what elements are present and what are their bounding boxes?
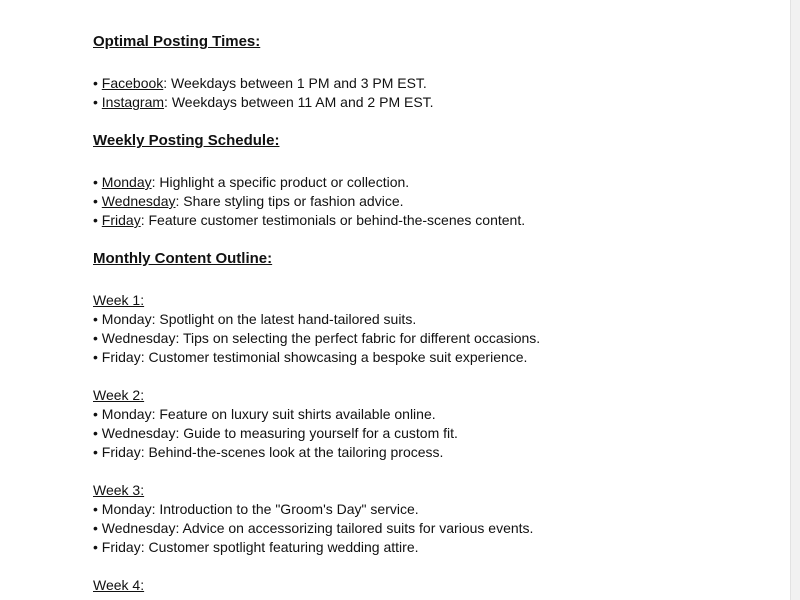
list-item-friday <box>93 211 753 230</box>
list-item-instagram <box>93 93 753 112</box>
week-1-title: Week 1: <box>93 292 145 308</box>
list-item: • Wednesday: Tips on selecting the perfect fabric for different occasions. <box>93 330 541 346</box>
list-item: • Friday: Customer testimonial showcasing a bespoke suit experience. <box>93 349 528 365</box>
facebook-text: : Weekdays between 1 PM and 3 PM EST. <box>163 75 427 91</box>
spacer <box>93 230 753 250</box>
spacer <box>93 557 753 576</box>
list-item: • Monday: Feature on luxury suit shirts available online. <box>93 406 436 422</box>
facebook-link[interactable]: Facebook <box>101 75 164 91</box>
list-item: • Wednesday: Advice on accessorizing tailored suits for various events. <box>93 520 534 536</box>
spacer <box>93 367 753 386</box>
list-item: • Friday: Behind-the-scenes look at the tailoring process. <box>93 444 444 460</box>
friday-link[interactable]: Friday <box>101 212 141 228</box>
list-item: • Friday: Customer spotlight featuring wedding attire. <box>93 539 419 555</box>
friday-text: : Feature customer testimonials or behind-the-scenes content. <box>140 212 526 228</box>
week-3-title: Week 3: <box>93 482 145 498</box>
bullet: • <box>93 94 102 110</box>
instagram-link[interactable]: Instagram <box>101 94 165 110</box>
instagram-text: : Weekdays between 11 AM and 2 PM EST. <box>164 94 434 110</box>
monthly-content-outline-heading: Monthly Content Outline: <box>93 250 273 267</box>
scrollbar-track[interactable] <box>790 0 800 600</box>
document-content <box>93 33 753 595</box>
spacer <box>93 462 753 481</box>
monday-link[interactable]: Monday <box>101 174 152 190</box>
weekly-posting-schedule-heading: Weekly Posting Schedule: <box>93 132 280 149</box>
list-item: • Monday: Introduction to the "Groom's Day" service. <box>93 501 419 517</box>
list-item: • Monday: Spotlight on the latest hand-tailored suits. <box>93 311 417 327</box>
optimal-posting-times-heading: Optimal Posting Times: <box>93 33 261 50</box>
list-item-monday <box>93 173 753 192</box>
bullet: • <box>93 193 102 209</box>
list-item-facebook <box>93 74 753 93</box>
wednesday-text: : Share styling tips or fashion advice. <box>175 193 404 209</box>
week-2-title: Week 2: <box>93 387 145 403</box>
spacer <box>93 112 753 132</box>
bullet: • <box>93 75 102 91</box>
bullet: • <box>93 174 102 190</box>
week-4-title: Week 4: <box>93 577 145 593</box>
wednesday-link[interactable]: Wednesday <box>101 193 176 209</box>
list-item-wednesday <box>93 192 753 211</box>
monday-text: : Highlight a specific product or collection. <box>151 174 410 190</box>
bullet: • <box>93 212 102 228</box>
list-item: • Wednesday: Guide to measuring yourself for a custom fit. <box>93 425 458 441</box>
